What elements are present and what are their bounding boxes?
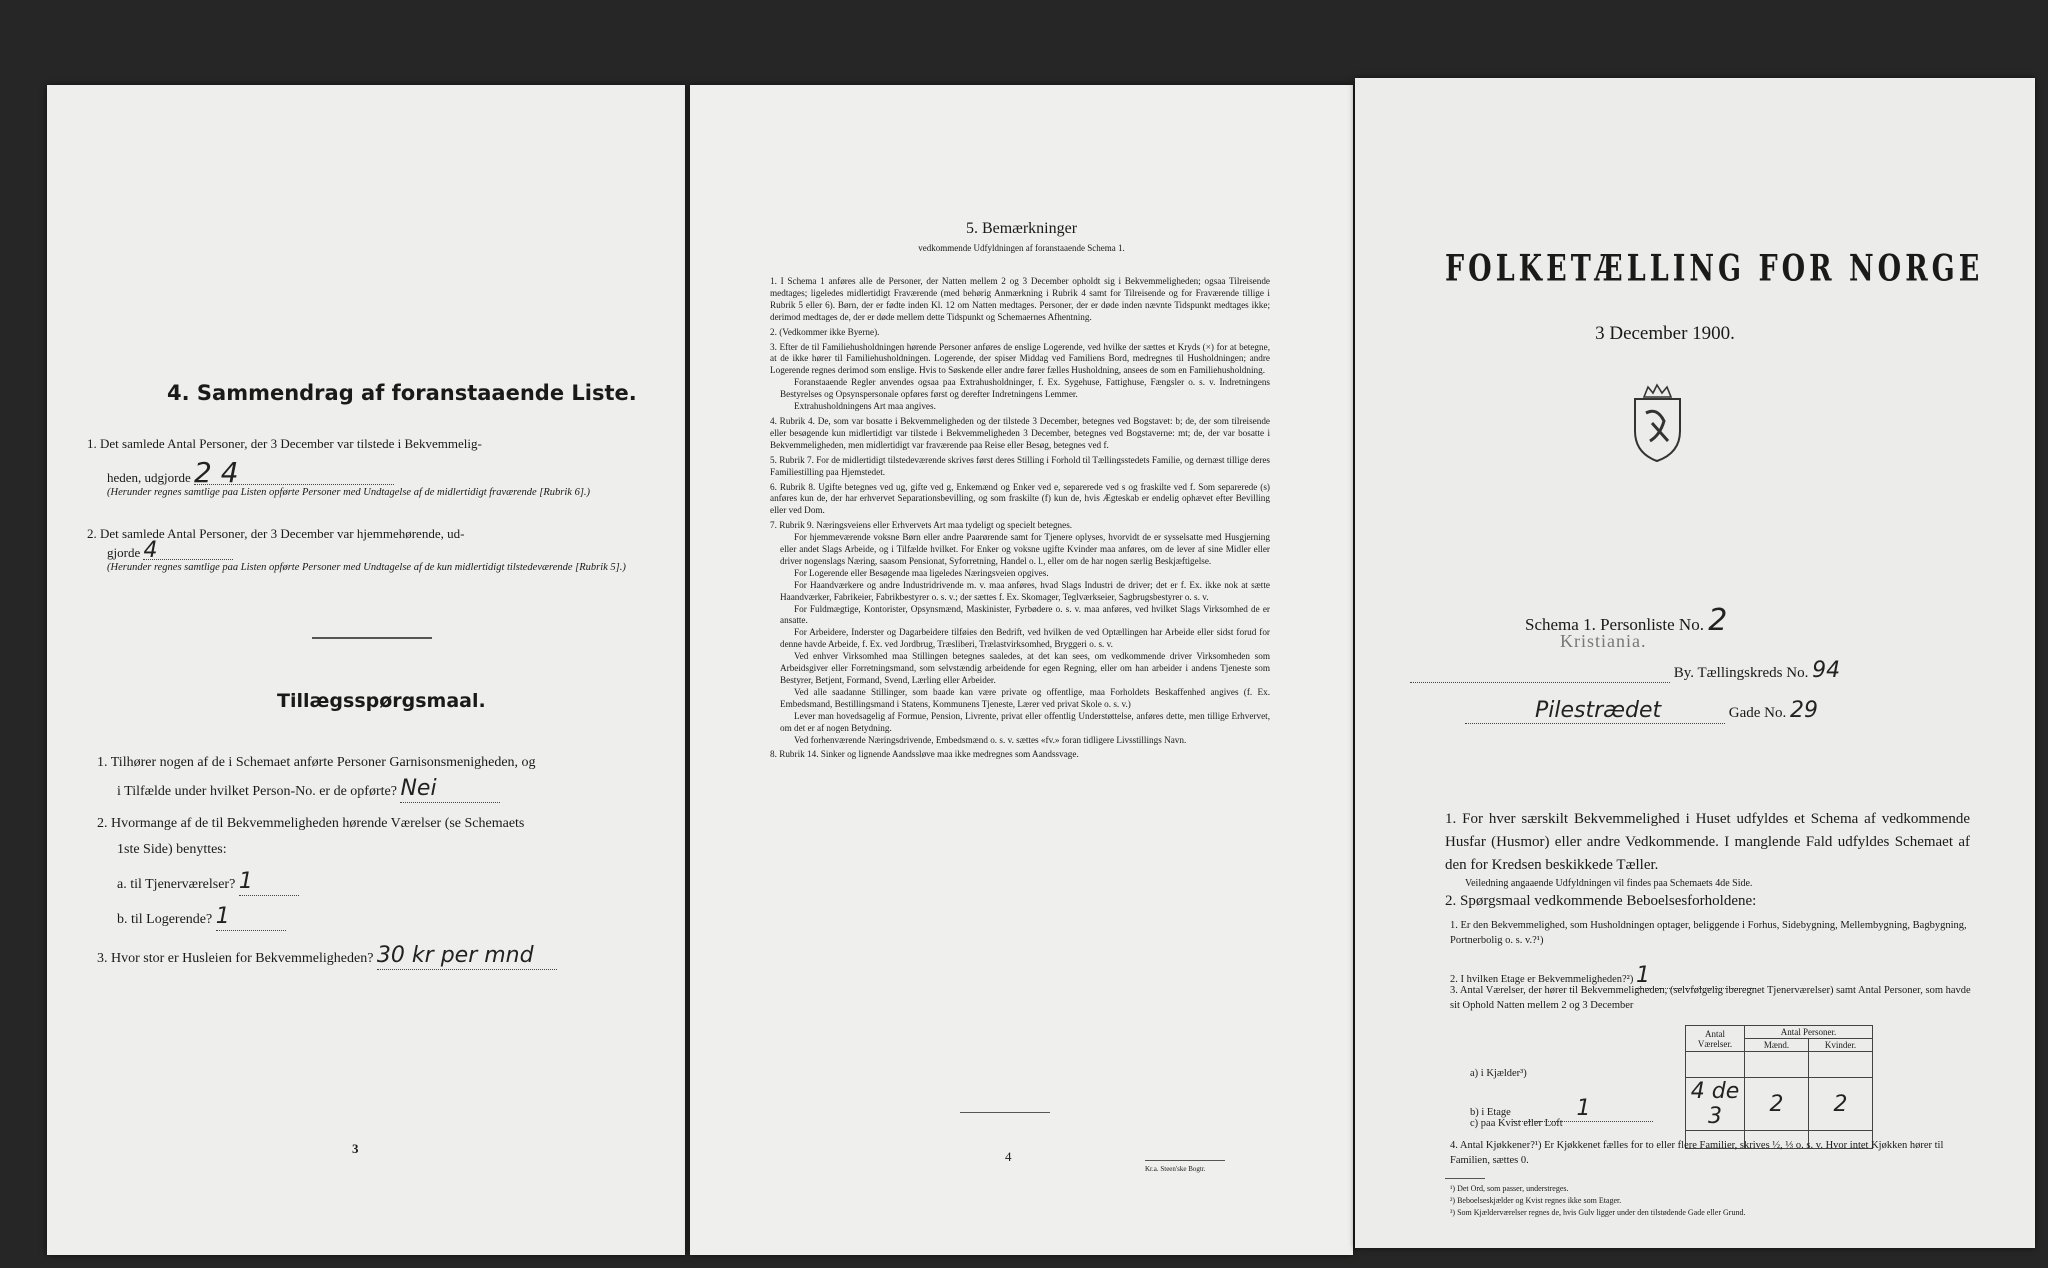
- schema-label: Schema 1. Personliste No.: [1525, 615, 1704, 634]
- q2-text-b: gjorde: [107, 545, 141, 560]
- rooms-table: [1685, 1025, 1873, 1149]
- remarks-subtitle: vedkommende Udfyldningen af foranstaaende Schema 1.: [918, 243, 1125, 253]
- instruction-1-note: Veiledning angaaende Udfyldningen vil findes paa Schemaets 4de Side.: [1465, 878, 1753, 889]
- remark-paragraph: 5. Rubrik 7. For de midlertidigt tilstedeværende skrives først deres Stilling i Forhold til Tællingsstedets Familie, og dernæst tillige deres Familiestilling paa Hjemstedet.: [770, 454, 1270, 477]
- q4: 4. Antal Kjøkkener?¹) Er Kjøkkenet fælles for to eller flere Familier, skrives ½, ⅓ o. s. v. Hvor intet Kjøkken hører til Familien, sættes 0.: [1450, 1140, 1944, 1166]
- s3-text: 3. Hvor stor er Husleien for Bekvemmeligheden?: [97, 951, 374, 966]
- footnotes: [1450, 1183, 1745, 1219]
- main-title: FOLKETÆLLING FOR NORGE: [1445, 248, 1984, 290]
- street-name: Pilestrædet: [1465, 698, 1725, 724]
- row-b-etage: 1: [1513, 1096, 1653, 1122]
- divider: [312, 637, 432, 639]
- s2b-answer: 1: [216, 904, 286, 931]
- q1-text-a: 1. Det samlede Antal Personer, der 3 December var tilstede i Bekvemmelig-: [87, 436, 482, 451]
- section-4-title: 4. Sammendrag af foranstaaende Liste.: [167, 381, 637, 405]
- s1-answer: Nei: [400, 776, 500, 803]
- q2-answer: 4: [143, 542, 233, 560]
- footnote-rule: [1445, 1178, 1485, 1179]
- census-date: 3 December 1900.: [1595, 323, 1735, 344]
- q2-answer: 1: [1636, 963, 1756, 989]
- remark-paragraph: 6. Rubrik 8. Ugifte betegnes ved ug, gifte ved g, Enkemænd og Enker ved e, separerede ved s og fraskilte ved f. Som separerede (s) anføres kun de, der har erhvervet Separationsbevilling, og som fraskilte (f) kun de, hvis Ægteskab er endelig ophævet efter Bevilling eller ved Dom.: [770, 481, 1270, 516]
- remark-paragraph: Ved enhver Virksomhed maa Stillingen betegnes saaledes, at det kan sees, om vedkommende driver Virksomheden som Arbeidsgiver eller Forretningsmand, som selvstændig arbeidende for egen Regning, eller om han arbeider i andens Tjeneste som Bestyrer, Betjent, Formand, Svend, Lærling eller Arbeider.: [780, 651, 1270, 685]
- gade-label: Gade No.: [1728, 705, 1787, 721]
- instruction-1: 1. For hver særskilt Bekvemmelighed i Huset udfyldes et Schema af vedkommende Husfar (Husmor) eller andre Vedkommende. I manglende Fald udfyldes Schemaet af den for Kredsen beskikkede Tæller.: [1445, 811, 1970, 873]
- s1-text-b: i Tilfælde under hvilket Person-No. er de opførte?: [117, 784, 397, 799]
- city-stamp: Kristiania.: [1560, 631, 1647, 651]
- q1-text-b: heden, udgjorde: [107, 470, 191, 485]
- q1-answer: 2 4: [194, 462, 394, 485]
- page-3: [47, 85, 685, 1255]
- remark-paragraph: 8. Rubrik 14. Sinker og lignende Aandssløve maa ikke medregnes som Aandssvage.: [770, 749, 1079, 760]
- remark-paragraph: Ved forhenværende Næringsdrivende, Embedsmænd o. s. v. sættes «fv.» foran tidligere Livsstillings Navn.: [794, 734, 1187, 745]
- remark-paragraph: 7. Rubrik 9. Næringsveiens eller Erhvervets Art maa tydeligt og specielt betegnes.: [770, 520, 1073, 531]
- q1: 1. Er den Bekvemmelighed, som Husholdningen optager, beliggende i Forhus, Sidebygning, Mellembygning, Bagbygning, Portnerbolig o. s. v.?¹): [1450, 920, 1967, 946]
- cell-kjaelder-women: [1809, 1052, 1873, 1078]
- district-line: [1410, 658, 1970, 683]
- cell-kjaelder-rooms: [1686, 1052, 1745, 1078]
- divider: [960, 1112, 1050, 1113]
- remarks-title: 5. Bemærkninger: [965, 220, 1078, 237]
- personliste-no: 2: [1708, 603, 1728, 638]
- s2b-label: b. til Logerende?: [117, 912, 213, 927]
- row-b-text: b) i Etage: [1470, 1107, 1511, 1118]
- by-label: By.: [1673, 665, 1695, 681]
- cell-etage-men: 2: [1745, 1078, 1809, 1131]
- remark-paragraph: For Logerende eller Besøgende maa ligeledes Næringsveien opgives.: [794, 567, 1049, 578]
- taellingskreds-no: 94: [1812, 658, 1841, 683]
- instruction-2: 2. Spørgsmaal vedkommende Beboelsesforholdene:: [1445, 893, 1757, 909]
- remark-paragraph: For Haandværkere og andre Industridrivende m. v. maa anføres, hvad Slags Industri de driver; det er f. Ex. ikke nok at sætte Haandværker, Fabrikeier, Fabrikbestyrer o. s. v.; der sættes f. Ex. Skomager, Teglværkseier, Sagbrugsbestyrer o. s. v.: [780, 579, 1270, 602]
- th-women: Kvinder.: [1809, 1039, 1873, 1052]
- remark-paragraph: For Arbeidere, Inderster og Dagarbeidere tilføies den Bedrift, ved hvilken de ved Optællingen har Arbeide eller sidst forud for denne havde Arbeide, f. Ex. ved Jordbrug, Træsliberi, Trælastvirksomhed, Bryggeri o. s. v.: [780, 627, 1270, 650]
- remark-paragraph: For Fuldmægtige, Kontorister, Opsynsmænd, Maskinister, Fyrbødere o. s. v. maa anføres, ved hvilket Slags Virksomhed de er ansatte.: [780, 603, 1270, 626]
- remark-paragraph: Extrahusholdningens Art maa angives.: [794, 401, 936, 412]
- remark-paragraph: For hjemmeværende voksne Børn eller andre Paarørende samt for Tjenere oplyses, hvorvidt de er sysselsatte med Husgjerning eller andet Slags Arbeide, og i Tilfælde hvilket. For Enker og voksne ugifte Kvinder maa anføres, om de lever af sine Midler eller driver nogenslags Næring, saasom Pensionat, Syforretning, Handel o. l., eller om de har nogen særlig Beskjæftigelse.: [780, 532, 1270, 566]
- remark-paragraph: 3. Efter de til Familiehusholdningen hørende Personer anføres de enslige Logerende, ved hvilke der sættes et Kryds (×) for at betegne, at de ikke hører til Familiehusholdningen. Logerende, der spiser Middag ved Familiens Bord, medregnes til Husholdningen; andre Logerende regnes derimod som enslige. Hvis to Søskende eller andre fører fælles Husholdning, ansees de som en Familiehusholdning.: [770, 341, 1270, 376]
- s2-text-b: 1ste Side) benyttes:: [117, 842, 227, 857]
- printer-rule: [1145, 1160, 1225, 1161]
- q2-text: 2. I hvilken Etage er Bekvemmeligheden?²): [1450, 974, 1634, 985]
- cell-etage-rooms: 4 de 3: [1686, 1078, 1745, 1131]
- footnote-3: ³) Som Kjælderværelser regnes de, hvis Gulv ligger under den tilstødende Gade eller Grund.: [1450, 1208, 1746, 1217]
- remark-paragraph: Lever man hovedsagelig af Formue, Pension, Livrente, privat eller offentlig Understøttelse, anføres dette, men tillige Erhvervet, om det er af nogen Betydning.: [780, 710, 1270, 733]
- th-persons: Antal Personer.: [1745, 1026, 1873, 1039]
- question-2: [87, 525, 647, 575]
- remark-paragraph: Foranstaaende Regler anvendes ogsaa paa Extrahusholdninger, f. Ex. Sygehuse, Fattighuse, Fængsler o. s. v. Indretningens Bestyrelses og Opsynspersonale opføres først og derefter Indretningens Lemmer.: [780, 377, 1270, 400]
- th-rooms: Antal Værelser.: [1686, 1026, 1745, 1052]
- remark-paragraph: 1. I Schema 1 anføres alle de Personer, der Natten mellem 2 og 3 December opholdt sig i Bekvemmeligheden; ogsaa Tilreisende medtages; ligeledes midlertidigt Fraværende (med behørig Anmærkning i Rubrik 4 samt for Tilreisende og for Fraværende tillige i Rubrik 5 eller 6). Børn, der er fødte inden Kl. 12 om Natten medtages. Personer, der er døde inden nævnte Tidspunkt medtages ikke; derimod medtages de, der er døde mellem dette Tidspunkt og Schemaernes Afhentning.: [770, 276, 1270, 322]
- supplementary-title: Tillægsspørgsmaal.: [277, 690, 486, 712]
- s2-text-a: 2. Hvormange af de til Bekvemmeligheden hørende Værelser (se Schemaets: [97, 816, 525, 831]
- question-1: [87, 435, 647, 500]
- row-c-label: c) paa Kvist eller Loft: [1470, 1118, 1563, 1129]
- row-a-label: a) i Kjælder³): [1470, 1068, 1527, 1079]
- th-men: Mænd.: [1745, 1039, 1809, 1052]
- page-4: [690, 85, 1353, 1255]
- cell-etage-women: 2: [1809, 1078, 1873, 1131]
- remark-paragraph: 2. (Vedkommer ikke Byerne).: [770, 326, 880, 337]
- cell-kjaelder-men: [1745, 1052, 1809, 1078]
- gade-no: 29: [1789, 698, 1818, 723]
- q3: 3. Antal Værelser, der hører til Bekvemmeligheden, (selvfølgelig iberegnet Tjenerværelser) samt Antal Personer, som havde sit Ophold Natten mellem 2 og 3 December: [1450, 985, 1971, 1011]
- remark-paragraph: 4. Rubrik 4. De, som var bosatte i Bekvemmeligheden og der tilstede 3 December, betegnes ved Bogstavet: b; de, der som tilreisende eller besøgende kun midlertidigt var tilstede i Bekvemmeligheden 3 December, betegnes ved Bogstaverne: mt; de, der var bosatte i Bekvemmeligheden, men midlertidigt var fraværende paa Reise eller Besøg, betegnes ved f.: [770, 415, 1270, 450]
- city-field: [1410, 665, 1670, 683]
- remark-paragraph: Ved alle saadanne Stillinger, som baade kan være private og offentlige, maa Forholdets Beskaffenhed angives (f. Ex. Embedsmand, Bestillingsmand i Statens, Kommunens Tjeneste, Lærer ved privat Skole o. s. v.): [780, 686, 1270, 709]
- q2-text-a: 2. Det samlede Antal Personer, der 3 December var hjemmehørende, ud-: [87, 526, 465, 541]
- taellingskreds-label: Tællingskreds No.: [1697, 665, 1809, 681]
- street-line: [1465, 698, 1945, 724]
- page-number: 3: [352, 1141, 359, 1156]
- coat-of-arms-icon: [1630, 383, 1685, 463]
- footnote-1: ¹) Det Ord, som passer, understreges.: [1450, 1184, 1569, 1193]
- page-number: 4: [1005, 1149, 1012, 1164]
- supplementary-questions: [97, 750, 657, 972]
- q2-note: (Herunder regnes samtlige paa Listen opførte Personer med Undtagelse af de kun midlertidigt tilstedeværende [Rubrik 5].): [107, 562, 626, 573]
- s3-answer: 30 kr per mnd: [377, 943, 557, 970]
- s2a-label: a. til Tjenerværelser?: [117, 877, 236, 892]
- footnote-2: ²) Beboelseskjælder og Kvist regnes ikke som Etager.: [1450, 1196, 1622, 1205]
- s2a-answer: 1: [239, 869, 299, 896]
- front-page: [1355, 78, 2035, 1248]
- s1-text-a: 1. Tilhører nogen af de i Schemaet anførte Personer Garnisonsmenigheden, og: [97, 755, 536, 770]
- printer-mark: Kr.a. Steen'ske Bogtr.: [1145, 1165, 1206, 1173]
- q1-note: (Herunder regnes samtlige paa Listen opførte Personer med Undtagelse af de midlertidigt fraværende [Rubrik 6].): [107, 487, 591, 498]
- remarks-list: [770, 273, 1270, 761]
